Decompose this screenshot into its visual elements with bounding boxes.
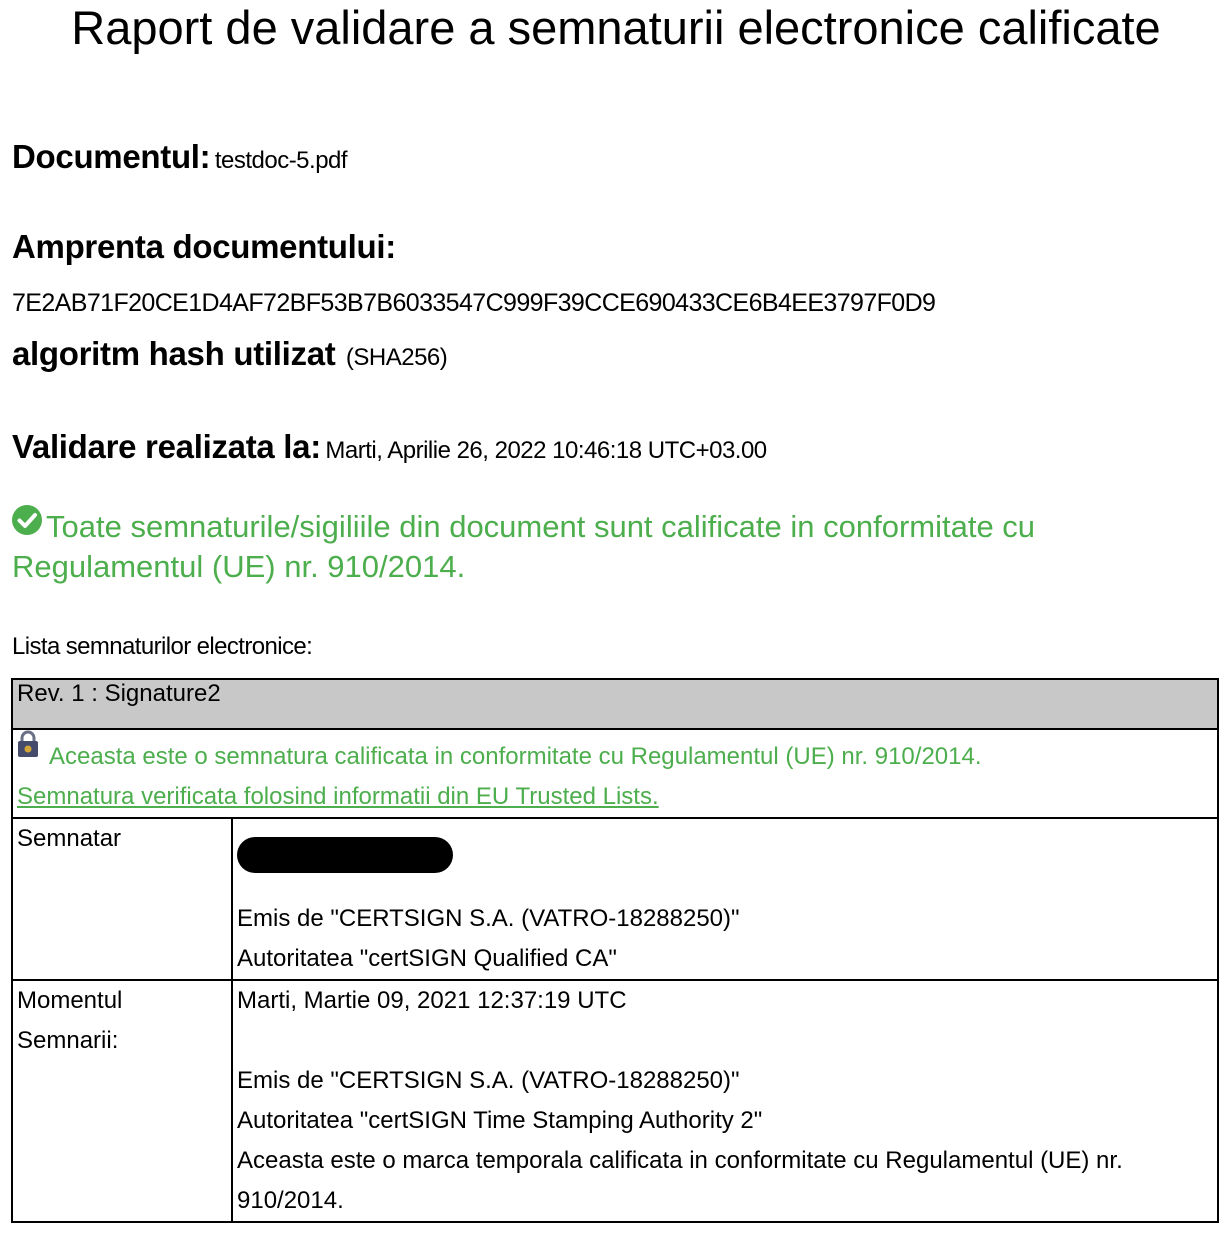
report-title: Raport de validare a semnaturii electronice calificate — [71, 1, 1161, 54]
signer-authority: Autoritatea "certSIGN Qualified CA" — [237, 945, 617, 972]
lock-icon — [17, 730, 39, 758]
timestamp-authority: Autoritatea "certSIGN Time Stamping Authority 2" — [237, 1107, 763, 1134]
hash-algorithm-line — [12, 335, 447, 373]
signing-time-details — [232, 980, 1218, 1222]
timestamp-qualified-text: Aceasta este o marca temporala calificata in conformitate cu Regulamentul (UE) nr. 910/2014. — [237, 1147, 1123, 1214]
fingerprint-value: 7E2AB71F20CE1D4AF72BF53B7B6033547C999F39CCE690433CE6B4EE3797F0D9 — [12, 289, 936, 317]
signature-list-title: Lista semnaturilor electronice: — [12, 633, 313, 660]
signing-time-row — [12, 980, 1218, 1222]
signature-header-row — [12, 679, 1218, 729]
check-circle-icon — [12, 505, 42, 535]
revision-header: Rev. 1 : Signature2 — [12, 679, 1218, 729]
signing-time-label-line1: Momentul — [17, 987, 123, 1014]
hash-algorithm-value: (SHA256) — [345, 344, 448, 371]
fingerprint-label: Amprenta documentului: — [12, 228, 396, 265]
validation-status — [12, 505, 1112, 587]
signer-row — [12, 818, 1218, 980]
signature-info-row — [12, 729, 1218, 818]
hash-algorithm-label: algoritm hash utilizat — [12, 335, 336, 372]
timestamp-issuer: Emis de "CERTSIGN S.A. (VATRO-18288250)" — [237, 1067, 740, 1094]
signature-table — [11, 678, 1219, 1223]
signing-time-label — [12, 980, 232, 1222]
trusted-lists-text: Semnatura verificata folosind informatii din EU Trusted Lists. — [17, 783, 659, 810]
signing-time-value: Marti, Martie 09, 2021 12:37:19 UTC — [237, 987, 627, 1014]
validation-label: Validare realizata la: — [12, 428, 321, 465]
redacted-signer-name — [237, 837, 453, 873]
signer-issuer: Emis de "CERTSIGN S.A. (VATRO-18288250)" — [237, 905, 740, 932]
document-label: Documentul: — [12, 138, 211, 175]
validation-line — [12, 428, 767, 466]
document-name: testdoc-5.pdf — [214, 147, 348, 174]
signature-qualification — [12, 729, 1218, 818]
qualified-signature-text: Aceasta este o semnatura calificata in conformitate cu Regulamentul (UE) nr. 910/2014. — [49, 743, 982, 770]
validation-timestamp: Marti, Aprilie 26, 2022 10:46:18 UTC+03.00 — [325, 437, 767, 464]
signing-time-label-line2: Semnarii: — [17, 1027, 119, 1054]
document-line — [12, 138, 347, 176]
validation-status-text: Toate semnaturile/sigiliile din document sunt calificate in conformitate cu Regulamentul (UE) nr. 910/2014. — [12, 509, 1036, 584]
signer-label: Semnatar — [12, 818, 232, 980]
signer-details — [232, 818, 1218, 980]
